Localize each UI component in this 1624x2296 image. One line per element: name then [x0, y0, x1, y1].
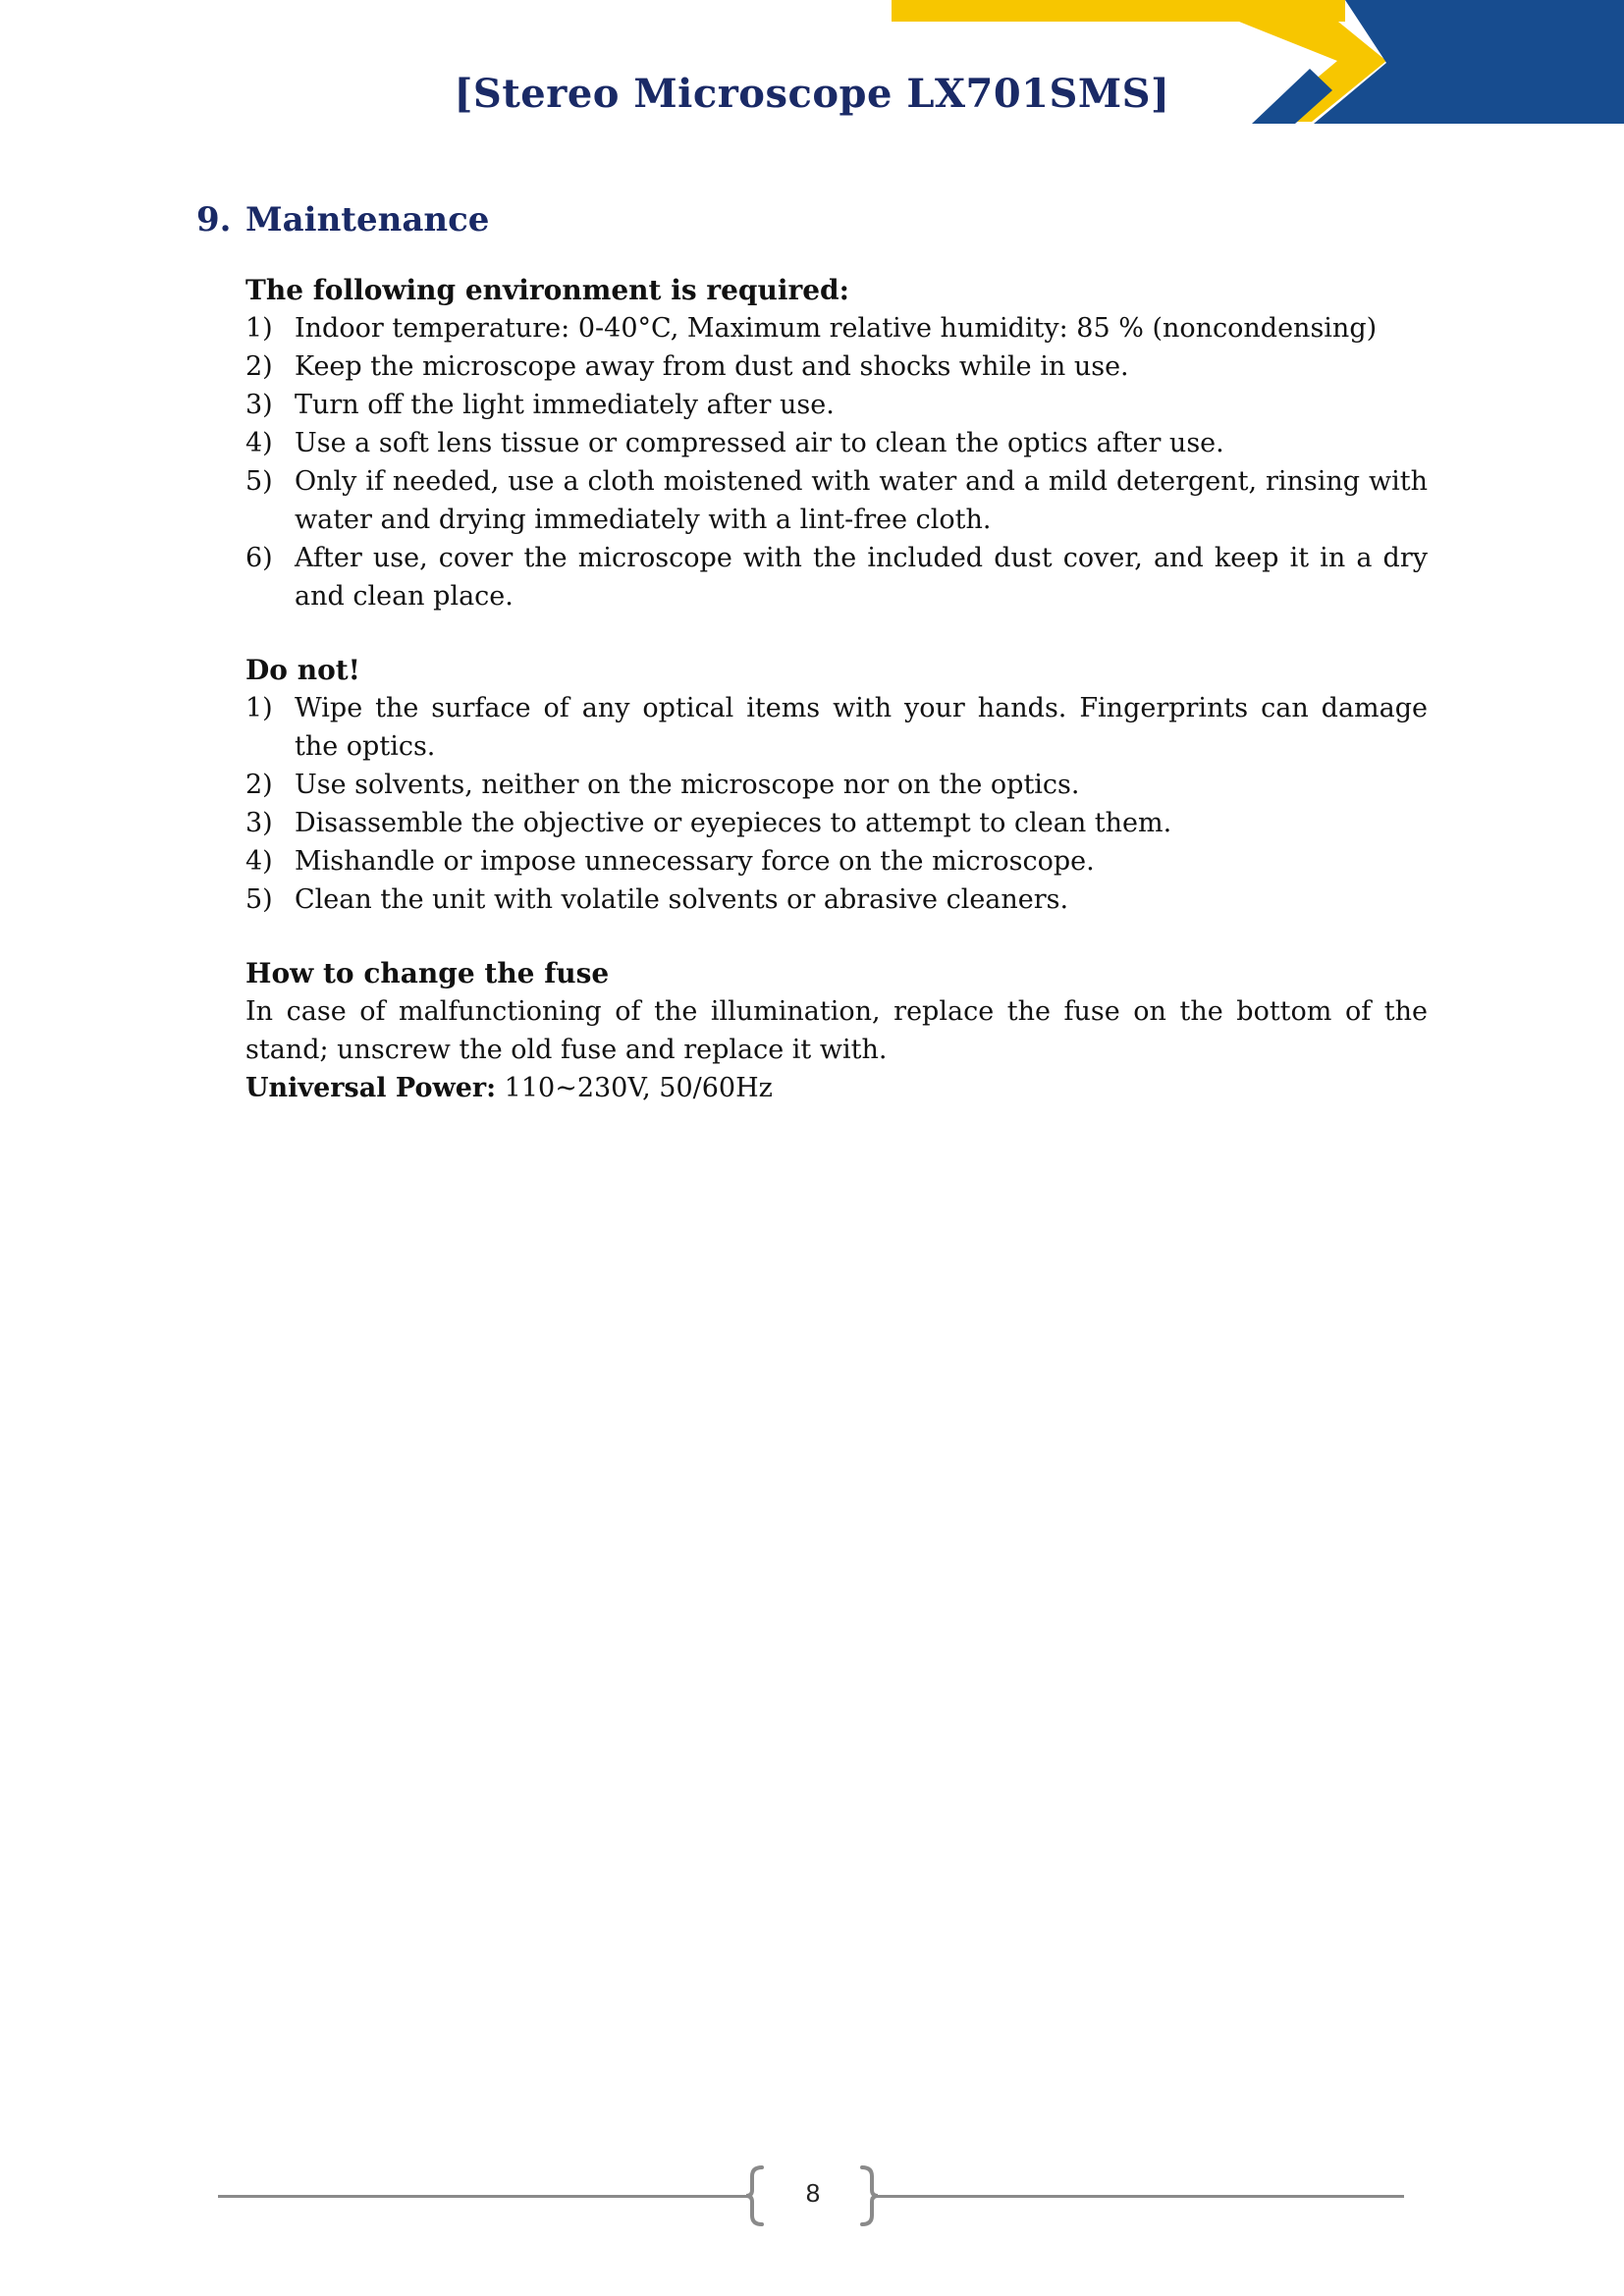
power-spec [245, 1069, 1428, 1107]
donot-list [245, 689, 1428, 919]
list-item-text: Turn off the light immediately after use. [295, 390, 835, 420]
list-marker: 2) [245, 770, 273, 800]
list-item-text: Only if needed, use a cloth moistened with water and a mild detergent, rinsing with water and drying immediately with a lint-free cloth. [295, 466, 1428, 535]
list-item [245, 347, 1428, 386]
environment-heading: The following environment is required: [245, 274, 849, 306]
fuse-heading: How to change the fuse [245, 957, 610, 989]
section-number: 9. [196, 200, 232, 240]
list-marker: 2) [245, 351, 273, 382]
section-title: Maintenance [245, 200, 490, 240]
page-footer [0, 2155, 1624, 2233]
list-item-text: Mishandle or impose unnecessary force on the microscope. [295, 846, 1095, 877]
list-marker: 1) [245, 313, 273, 344]
list-item [245, 539, 1428, 615]
page-content [196, 192, 1428, 1107]
fuse-paragraph: In case of malfunctioning of the illumination, replace the fuse on the bottom of the stand; unscrew the old fuse and replace it with. [245, 996, 1428, 1065]
list-item [245, 881, 1428, 919]
environment-list [245, 309, 1428, 615]
list-marker: 3) [245, 808, 273, 838]
header-decoration [0, 0, 1624, 137]
list-marker: 4) [245, 428, 273, 458]
document-header-title: [Stereo Microscope LX701SMS] [454, 71, 1170, 117]
section-heading [196, 192, 1428, 247]
list-item-text: Wipe the surface of any optical items with your hands. Fingerprints can damage the optics. [295, 693, 1428, 762]
list-item [245, 804, 1428, 842]
list-item-text: Disassemble the objective or eyepieces to attempt to clean them. [295, 808, 1172, 838]
list-marker: 5) [245, 466, 273, 497]
list-item [245, 462, 1428, 539]
list-item-text: Keep the microscope away from dust and shocks while in use. [295, 351, 1129, 382]
list-item [245, 309, 1428, 347]
page-number: 8 [805, 2178, 821, 2208]
left-brace-icon [744, 2164, 768, 2227]
list-marker: 1) [245, 693, 273, 723]
power-label: Universal Power: [245, 1073, 497, 1103]
list-item-text: Use a soft lens tissue or compressed air to clean the optics after use. [295, 428, 1224, 458]
list-marker: 6) [245, 543, 273, 573]
list-item [245, 689, 1428, 766]
list-item-text: After use, cover the microscope with the included dust cover, and keep it in a dry and clean place. [295, 543, 1428, 612]
list-item [245, 842, 1428, 881]
list-item [245, 424, 1428, 462]
list-item-text: Clean the unit with volatile solvents or abrasive cleaners. [295, 884, 1069, 915]
list-item [245, 386, 1428, 424]
footer-rule-left [218, 2195, 746, 2198]
list-item [245, 766, 1428, 804]
list-marker: 5) [245, 884, 273, 915]
power-value: 110~230V, 50/60Hz [496, 1073, 773, 1103]
list-item-text: Use solvents, neither on the microscope nor on the optics. [295, 770, 1080, 800]
footer-rule-right [876, 2195, 1404, 2198]
donot-heading: Do not! [245, 654, 360, 686]
list-item-text: Indoor temperature: 0-40°C, Maximum relative humidity: 85 % (noncondensing) [295, 313, 1378, 344]
list-marker: 4) [245, 846, 273, 877]
list-marker: 3) [245, 390, 273, 420]
